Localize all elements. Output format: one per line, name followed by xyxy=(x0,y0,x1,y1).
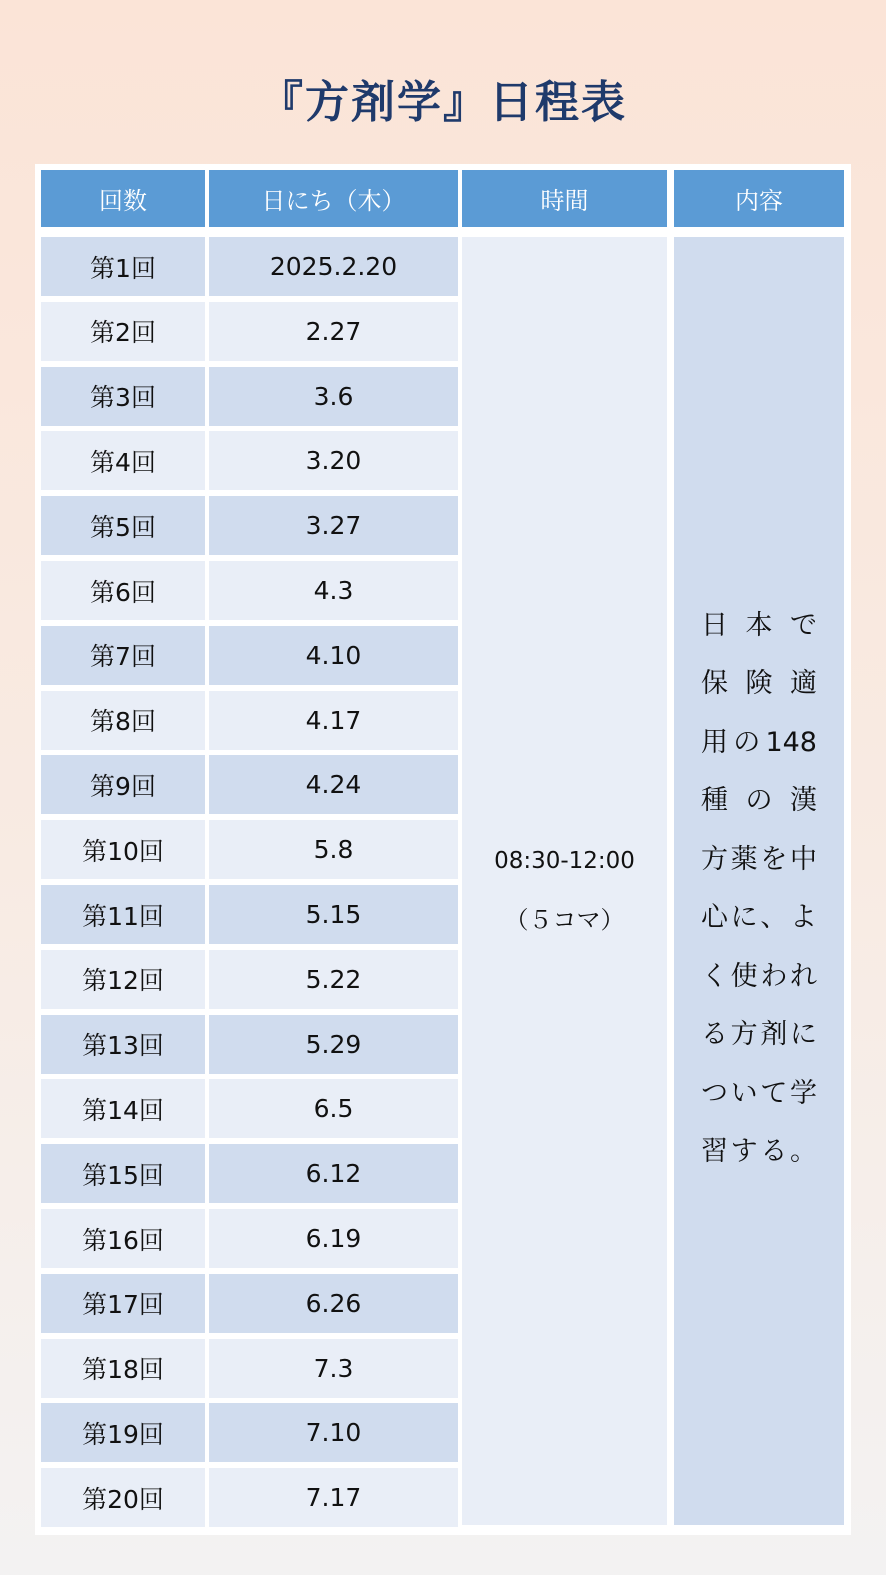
row-count-cell: 第15回 xyxy=(41,1144,205,1203)
row-date-cell: 6.19 xyxy=(209,1209,458,1268)
content-line: 方薬を中 xyxy=(701,843,817,875)
row-date-cell: 5.8 xyxy=(209,820,458,879)
row-count-cell: 第18回 xyxy=(41,1339,205,1398)
content-line: ついて学 xyxy=(701,1077,817,1109)
content-line: る方剤に xyxy=(701,1019,817,1050)
row-date-cell: 3.6 xyxy=(209,367,458,426)
time-slots: （５コマ） xyxy=(504,905,625,934)
row-date-cell: 7.17 xyxy=(209,1468,458,1527)
content-line: 心に、よ xyxy=(701,902,817,933)
row-count-cell: 第12回 xyxy=(41,950,205,1009)
row-count-cell: 第10回 xyxy=(41,820,205,879)
time-hours: 08:30-12:00 xyxy=(494,847,635,874)
content-line: く使われ xyxy=(701,960,817,992)
row-date-cell: 5.22 xyxy=(209,950,458,1009)
header-time: 時間 xyxy=(462,170,667,227)
row-count-cell: 第3回 xyxy=(41,367,205,426)
row-count-cell: 第13回 xyxy=(41,1015,205,1074)
header-date: 日にち（木） xyxy=(209,170,458,227)
row-count-cell: 第6回 xyxy=(41,561,205,620)
row-date-cell: 4.17 xyxy=(209,691,458,750)
row-date-cell: 5.15 xyxy=(209,885,458,944)
header-count: 回数 xyxy=(41,170,205,227)
row-count-cell: 第4回 xyxy=(41,431,205,490)
row-count-cell: 第9回 xyxy=(41,755,205,814)
row-date-cell: 2025.2.20 xyxy=(209,237,458,296)
row-date-cell: 4.3 xyxy=(209,561,458,620)
header-content: 内容 xyxy=(674,170,844,227)
row-count-cell: 第14回 xyxy=(41,1079,205,1138)
row-count-cell: 第2回 xyxy=(41,302,205,361)
schedule-table xyxy=(35,164,851,1535)
content-line: 保険適 xyxy=(701,668,817,699)
row-count-cell: 第16回 xyxy=(41,1209,205,1268)
content-line: 種の漢 xyxy=(701,785,817,816)
row-count-cell: 第11回 xyxy=(41,885,205,944)
row-date-cell: 4.24 xyxy=(209,755,458,814)
row-count-cell: 第7回 xyxy=(41,626,205,685)
row-date-cell: 3.27 xyxy=(209,496,458,555)
content-description xyxy=(701,597,817,1182)
row-date-cell: 3.20 xyxy=(209,431,458,490)
row-count-cell: 第5回 xyxy=(41,496,205,555)
row-date-cell: 4.10 xyxy=(209,626,458,685)
row-date-cell: 7.3 xyxy=(209,1339,458,1398)
row-date-cell: 5.29 xyxy=(209,1015,458,1074)
row-count-cell: 第20回 xyxy=(41,1468,205,1527)
content-line: 用の148 xyxy=(701,726,817,758)
row-date-cell: 6.5 xyxy=(209,1079,458,1138)
time-cell xyxy=(462,237,667,1525)
content-line: 日本で xyxy=(701,609,817,641)
row-date-cell: 2.27 xyxy=(209,302,458,361)
row-count-cell: 第17回 xyxy=(41,1274,205,1333)
content-cell xyxy=(674,237,844,1525)
content-line: 習する。 xyxy=(701,1136,817,1167)
page-title: 『方剤学』日程表 xyxy=(259,77,627,128)
row-date-cell: 6.12 xyxy=(209,1144,458,1203)
row-count-cell: 第1回 xyxy=(41,237,205,296)
row-date-cell: 6.26 xyxy=(209,1274,458,1333)
row-count-cell: 第19回 xyxy=(41,1403,205,1462)
row-date-cell: 7.10 xyxy=(209,1403,458,1462)
row-count-cell: 第8回 xyxy=(41,691,205,750)
